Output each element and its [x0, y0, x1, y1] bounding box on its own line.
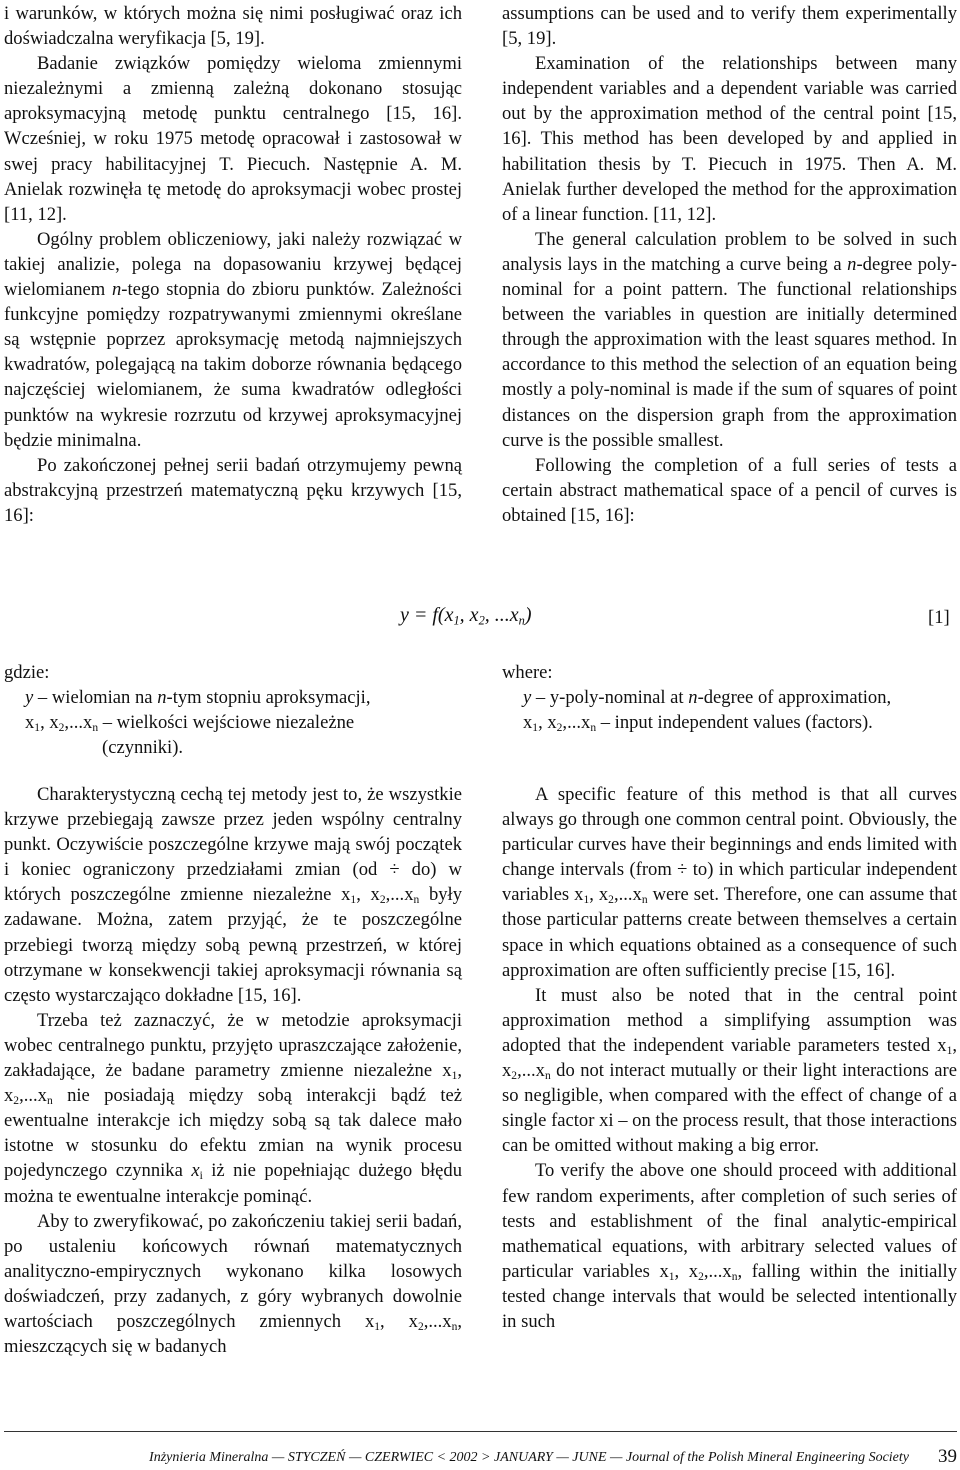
subscript: 2: [511, 1070, 518, 1083]
journal-footer-text: Inżynieria Mineralna — STYCZEŃ — CZERWIEC < 2002 > JANUARY — JUNE — Journal of the Polish Mineral Engineering Society: [149, 1450, 909, 1465]
subscript: 1: [532, 722, 539, 735]
text-run: were set. Therefore, one can assume that those particular patterns create between themselves a certain space in which equations obtained as a consequence of such approximation are often sufficiently precise [15, 16].: [502, 884, 958, 981]
subscript: i: [199, 1170, 203, 1183]
subscript: 2: [417, 1321, 424, 1334]
text-run: Aby to zweryfikować, po zakończeniu takiej serii badań, po ustaleniu końcowych równań matematycznych analityczno-empirycznych wykonano kilka losowych doświadczeń, przy zadanych, z góry wybranych dowolnie wartościach poszczególnych zmiennych: [4, 1210, 462, 1332]
where-heading: where:: [502, 662, 553, 683]
page-footer: [4, 1446, 957, 1468]
equation-end: ): [524, 604, 532, 626]
right-column-bottom: [502, 782, 957, 1334]
math-symbol: ,...x: [562, 712, 591, 734]
math-symbol: ,...x: [64, 712, 93, 734]
subscript: 2: [478, 613, 485, 628]
equation-part: , x: [459, 604, 479, 626]
equation-part: , ...x: [484, 604, 519, 626]
subscript: 1: [668, 1271, 675, 1283]
subscript: n: [46, 1095, 53, 1108]
paragraph: [4, 782, 462, 1008]
math-symbol: n: [157, 687, 167, 709]
math-symbol: x: [937, 1034, 947, 1056]
subscript: n: [451, 1321, 458, 1334]
paragraph: [4, 227, 462, 453]
paragraph: i warunków, w których można się nimi posługiwać oraz ich doświadczalna weryfikacja [5, 19].: [4, 3, 462, 50]
math-symbol: x: [191, 1160, 200, 1182]
text-run: A specific feature of this method is that all curves always go through one common central point. Obviously, the particular curves have their beginnings and ends limited with change intervals (from ÷ to) in which particular independent variables: [502, 784, 957, 906]
subscript: 1: [34, 722, 41, 735]
math-symbol: ,...x: [385, 884, 414, 906]
subscript: 1: [583, 894, 590, 907]
subscript: 2: [379, 894, 386, 907]
text-run: , falling within the initially tested change intervals that would be selected intentionally in such: [502, 1260, 958, 1332]
subscript: n: [731, 1271, 738, 1283]
paragraph: [502, 1158, 957, 1334]
math-symbol: x: [574, 884, 584, 906]
math-symbol: , x: [380, 1310, 418, 1332]
text-run: nie posiadają między sobą interakcji bądź też ewentualne interakcje ich między sobą są tak dalece mało istotne w stosunku do efektu zmian na wynik procesu pojedynczego czynnika: [4, 1085, 462, 1182]
math-symbol: ,...x: [703, 1260, 732, 1282]
math-symbol: x: [659, 1260, 669, 1282]
math-symbol: , x: [4, 1060, 462, 1107]
paragraph: [502, 983, 957, 1159]
footer-rule: [4, 1431, 957, 1432]
equation-number: [1]: [928, 607, 950, 628]
where-block-en: [502, 660, 957, 735]
math-symbol: y: [523, 687, 532, 709]
right-column-top: [502, 1, 957, 528]
math-symbol: , x: [589, 884, 609, 906]
paragraph: assumptions can be used and to verify them experimentally [5, 19].: [502, 3, 957, 50]
subscript: n: [518, 613, 525, 628]
math-symbol: ,...x: [423, 1310, 452, 1332]
subscript: 1: [453, 613, 460, 628]
left-column-top: [4, 1, 462, 528]
paragraph: Po zakończonej pełnej serii badań otrzymujemy pewną abstrakcyjną przestrzeń matematyczną pęku krzywych [15, 16]:: [4, 454, 462, 526]
where-heading: gdzie:: [4, 662, 50, 683]
text-run: -degree of approximation,: [697, 687, 892, 709]
math-symbol: x: [341, 884, 351, 906]
text-run: były zadawane. Można, zatem przyjąć, że te poszczególne przebiegi tworzą między sobą pewną przestrzeń, w której otrzymane w konsekwencji takiej aproksymacji równania są często wystarczająco dokładne [15, 16].: [4, 884, 462, 1006]
paragraph: [502, 782, 957, 983]
math-symbol: ,...x: [517, 1060, 545, 1082]
math-symbol: ,...x: [613, 884, 642, 906]
math-symbol: x: [523, 712, 533, 734]
subscript: 2: [58, 722, 65, 735]
subscript: n: [92, 722, 99, 735]
paragraph: Badanie związków pomiędzy wieloma zmiennymi niezależnymi a zmienną zależną dokonano stosując aproksymacyjną metodę punktu centralnego [15, 16]. Wcześniej, w roku 1975 metodę opracował i zastosował w swej pracy habilitacyjnej T. Piecuch. Następnie A. M. Anielak rozwinęła tę metodę do aproksymacji wobec prostej [11, 12].: [4, 53, 462, 225]
subscript: n: [590, 722, 597, 735]
page-number: 39: [938, 1446, 957, 1467]
text-run: To verify the above one should proceed with additional few random experiments, after completion of such series of tests and establishment of the final analytic-empirical mathematical equations, with arbitrary selected values of particular variables: [502, 1160, 957, 1282]
subscript: 2: [608, 894, 614, 907]
math-symbol: x: [364, 1310, 375, 1332]
subscript: 1: [350, 894, 357, 907]
subscript: n: [413, 894, 420, 907]
subscript: 1: [946, 1045, 953, 1058]
text-run: – y-poly-nominal at: [531, 687, 689, 709]
text-run: The general calculation problem to be solved in such analysis lays in the matching a curve being a: [502, 228, 957, 275]
math-symbol: , x: [674, 1260, 699, 1282]
paragraph: Examination of the relationships between many independent variables and a dependent variable was carried out by the approximation method of the central point [15, 16]. This method has been developed by and applied in habilitation thesis by T. Piecuch in 1975. Then A. M. Anielak further developed the method for the approximation of a linear function. [11, 12].: [502, 53, 957, 225]
paragraph: [502, 227, 957, 453]
equation-lhs: y = f(x: [400, 604, 454, 626]
text-run: do not interact mutually or their light interactions are so negligible, when compared with the effect of change of a single factor xi – on the process result, that those interactions can be omitted without making a big error.: [502, 1060, 957, 1157]
text-run: It must also be noted that in the central point approximation method a simplifying assumption was adopted that the independent variable parameters tested: [502, 984, 957, 1056]
definition-y: [502, 685, 957, 710]
definition-x-continued: (czynniki).: [102, 737, 184, 759]
text-run: – input independent values (factors).: [596, 712, 873, 734]
math-symbol: x: [442, 1060, 452, 1082]
left-column-bottom: [4, 782, 462, 1359]
definition-x: [502, 710, 957, 735]
subscript: 2: [556, 722, 563, 735]
text-run: – wielkości wejściowe niezależne: [98, 712, 355, 734]
text-run: iż nie popełniając dużego błędu można te ewentualne interakcje pominąć.: [4, 1160, 463, 1207]
paragraph: Following the completion of a full series of tests a certain abstract mathematical space of a pencil of curves is obtained [15, 16]:: [502, 454, 957, 526]
subscript: 1: [374, 1321, 381, 1334]
math-symbol: n: [688, 687, 698, 709]
equation: [400, 604, 532, 627]
math-symbol: ,...x: [19, 1085, 47, 1107]
text-run: – wielomian na: [33, 687, 158, 709]
math-symbol: , x: [356, 884, 380, 906]
math-symbol: x: [25, 712, 35, 734]
subscript: 2: [698, 1271, 704, 1283]
text-run: , mieszczących się w badanych: [4, 1310, 463, 1358]
text-run: Charakterystyczną cechą tej metody jest to, że wszystkie krzywe przebiegają zawsze przez jeden wspólny centralny punkt. Oczywiście poszczególne krzywe mają swój początek i koniec ograniczony przedziałami zmian (od ÷ do) w których poszczególne zmienne niezależne: [4, 784, 462, 906]
definition-y: [4, 685, 464, 710]
text-run: -degree poly-nominal for a point pattern. The functional relationships between the variables in question are initially determined through the approximation with the least squares method. In accordance to this method the selection of an equation being mostly a poly-nominal is made if the sum of squares of point distances on the dispersion graph from the approximation curve is the possible smallest.: [502, 253, 957, 451]
subscript: 2: [13, 1095, 20, 1108]
math-symbol: n: [111, 279, 122, 301]
text-run: Ogólny problem obliczeniowy, jaki należy rozwiązać w takiej analizie, polega na dopasowaniu krzywej będącej wielomianem: [4, 228, 462, 301]
text-run: Trzeba też zaznaczyć, że w metodzie aproksymacji wobec centralnego punktu, przyjęto upraszczające założenie, zakładające, że badane parametry zmienne niezależne: [4, 1009, 462, 1082]
math-symbol: , x: [40, 712, 59, 734]
text-run: -tego stopnia do zbioru punktów. Zależności funkcyjne pomiędzy rozpatrywanymi zmiennymi określane są wstępnie poprzez aproksymację metodą najmniejszych kwadratów, polegającą na takim doborze równania będącego najczęściej wielomianem, że suma kwadratów odległości punktów na wykresie rozrzutu od krzywej aproksymacyjnej będzie minimalna.: [4, 279, 462, 451]
paragraph: [4, 1209, 462, 1360]
text-run: -tym stopniu aproksymacji,: [166, 687, 371, 709]
math-symbol: , x: [502, 1034, 957, 1082]
where-block-pl: [4, 660, 464, 760]
subscript: 1: [451, 1070, 458, 1083]
paragraph: [4, 1008, 462, 1209]
math-symbol: , x: [538, 712, 557, 734]
math-symbol: n: [847, 253, 857, 275]
subscript: n: [544, 1070, 551, 1083]
subscript: n: [641, 894, 648, 907]
math-symbol: y: [25, 687, 34, 709]
definition-x: [4, 710, 464, 735]
